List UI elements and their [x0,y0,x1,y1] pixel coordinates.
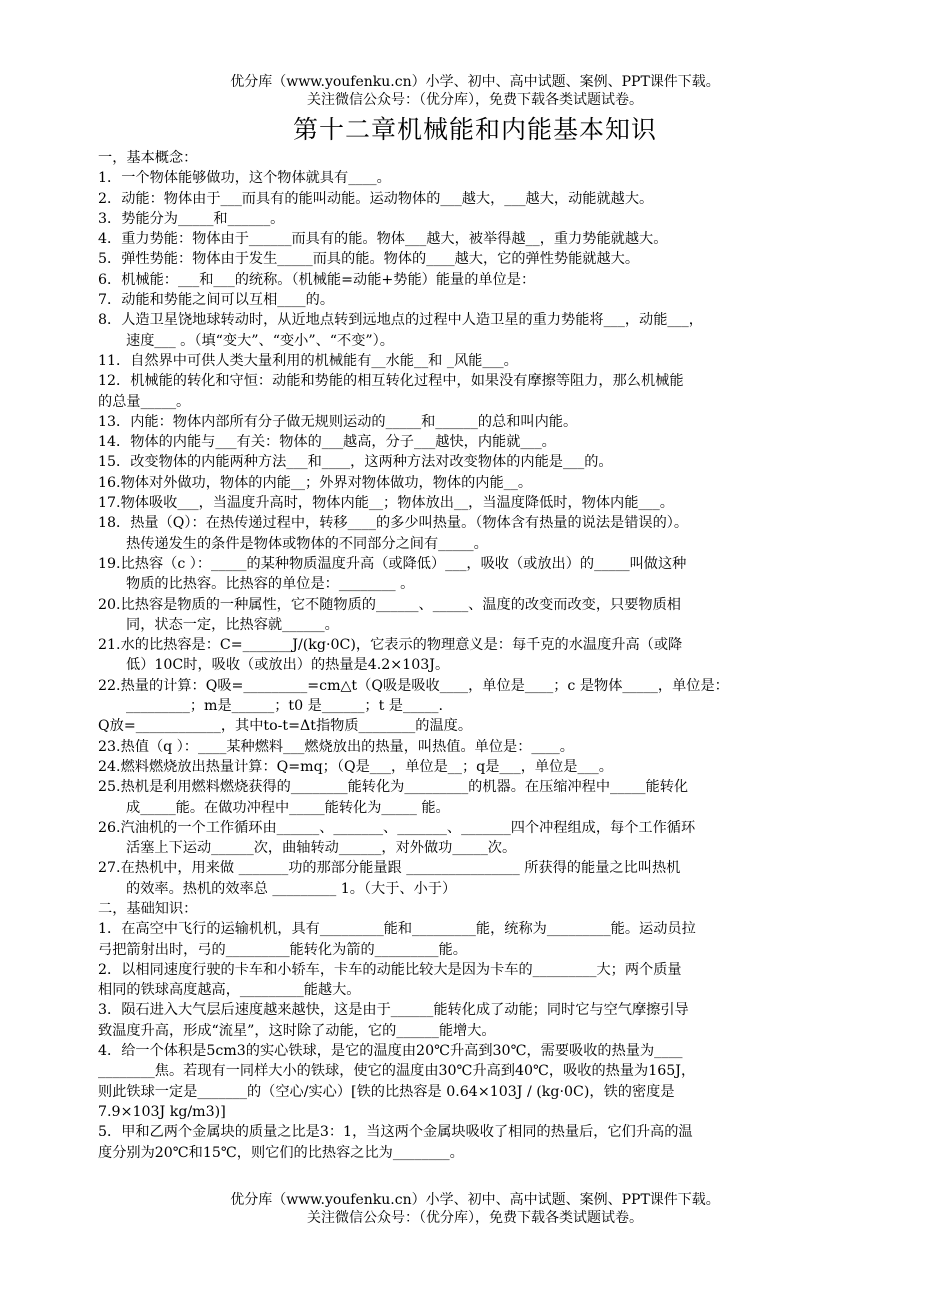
text-line: 21.水的比热容是：C=_______J/(kg·0C)，它表示的物理意义是：每千克的水温度升高（或降 [98,637,683,654]
text-line: 11．自然界中可供人类大量利用的机械能有__水能__和 _风能___。 [98,352,518,369]
text-line: 18．热量（Q）：在热传递过程中，转移____的多少叫热量。（物体含有热量的说法是错误的）。 [98,515,689,532]
text-line: 2．动能：物体由于___而具有的能叫动能。运动物体的___越大，___越大，动能就越大。 [98,190,654,207]
text-line: 26.汽油机的一个工作循环由______、_______、_______、_______四个冲程组成，每个工作循环 [98,819,696,836]
text-line: 2．以相同速度行驶的卡车和小轿车，卡车的动能比较大是因为卡车的_________大；两个质量 [98,961,682,978]
text-line: 致温度升高，形成“流星”，这时除了动能，它的______能增大。 [98,1022,496,1039]
text-line: 同，状态一定，比热容就______。 [126,616,339,633]
text-line: 5．弹性势能：物体由于发生_____而具的能。物体的____越大，它的弹性势能就越大。 [98,251,640,268]
text-line: 1．一个物体能够做功，这个物体就具有____。 [98,170,391,187]
footer-line-2: 关注微信公众号：（优分库），免费下载各类试题试卷。 [307,1210,643,1226]
document-title: 第十二章机械能和内能基本知识 [292,115,657,144]
text-line: 的效率。热机的效率总 _________ 1。（大于、小于） [126,880,457,897]
text-line: ________焦。若现有一同样大小的铁球，使它的温度由30℃升高到40℃，吸收的热量为165J， [98,1063,696,1080]
text-line: 低）10C时，吸收（或放出）的热量是4.2×103J。 [126,657,450,674]
text-line: 成_____能。在做功冲程中_____能转化为_____ 能。 [126,799,450,816]
text-line: 的总量_____。 [98,393,191,410]
section-heading: 二，基础知识： [98,900,198,917]
text-line: 24.燃料燃烧放出热量计算：Q=mq；（Q是___，单位是__；q是___，单位是___。 [98,758,613,775]
text-line: 热传递发生的条件是物体或物体的不同部分之间有_____。 [126,535,488,552]
page-header [0,73,950,109]
text-line: 17.物体吸收___，当温度升高时，物体内能__；物体放出__，当温度降低时，物体内能___。 [98,495,674,512]
section-heading: 一，基本概念： [98,150,198,166]
page-footer [0,1191,950,1227]
text-line: 度分别为20℃和15℃，则它们的比热容之比为________。 [98,1144,464,1161]
text-line: 15．改变物体的内能两种方法___和____，这两种方法对改变物体的内能是___的。 [98,454,613,471]
text-line: 4．给一个体积是5cm3的实心铁球，是它的温度由20℃升高到30℃，需要吸收的热量为____ [98,1043,683,1060]
text-line: 14．物体的内能与___有关：物体的___越高，分子___越快，内能就___。 [98,434,556,451]
text-line: 27.在热机中，用来做 _______功的那部分能量跟 ________________ 所获得的能量之比叫热机 [98,860,681,877]
text-line: 25.热机是利用燃料燃烧获得的________能转化为_________的机器。在压缩冲程中_____能转化 [98,779,689,796]
text-line: 弓把箭射出时，弓的_________能转化为箭的_________能。 [98,941,467,958]
text-line: 16.物体对外做功，物体的内能__；外界对物体做功，物体的内能__。 [98,474,533,491]
text-line: 速度___ 。（填“变大”、“变小”、“不变”）。 [126,332,394,349]
text-line: _________；m是______；t0 是______；t 是_____. [126,698,443,715]
text-line: 活塞上下运动______次，曲轴转动______，对外做功_____次。 [126,840,517,857]
text-line: 20.比热容是物质的一种属性，它不随物质的______、_____、温度的改变而改变，只要物质相 [98,596,681,613]
text-line: 3．陨石进入大气层后速度越来越快，这是由于______能转化成了动能；同时它与空气摩擦引导 [98,1002,689,1019]
text-line: 13．内能：物体内部所有分子做无规则运动的_____和______的总和叫内能。 [98,413,578,430]
document-body [98,148,856,1163]
header-line-1: 优分库（www.youfenku.cn）小学、初中、高中试题、案例、PPT课件下载。 [230,74,720,90]
text-line: 7.9×103J kg/m3)] [98,1103,226,1120]
text-line: 22.热量的计算：Q吸=_________=cm△t（Q吸是吸收____，单位是____；c 是物体_____，单位是： [98,677,729,694]
text-line: 8．人造卫星饶地球转动时，从近地点转到远地点的过程中人造卫星的重力势能将___，动能___， [98,312,703,329]
text-line: 4．重力势能：物体由于______而具有的能。物体___越大，被举得越__，重力势能就越大。 [98,231,668,248]
text-line: 19.比热容（c ）：_____的某种物质温度升高（或降低）___，吸收（或放出）的_____叫做这种 [98,555,687,572]
text-line: 3．势能分为_____和______。 [98,210,285,227]
text-line: 23.热值（q ）：____某种燃料___燃烧放出的热量，叫热值。单位是：____。 [98,738,574,755]
text-line: 则此铁球一定是_______的（空心/实心）[铁的比热容是 0.64×103J / (kg·0C)，铁的密度是 [98,1083,675,1100]
footer-line-1: 优分库（www.youfenku.cn）小学、初中、高中试题、案例、PPT课件下载。 [230,1192,720,1208]
text-line: 物质的比热容。比热容的单位是：________ 。 [126,576,415,593]
text-line: 12．机械能的转化和守恒：动能和势能的相互转化过程中，如果没有摩擦等阻力，那么机械能 [98,373,684,390]
text-line: 相同的铁球高度越高，_________能越大。 [98,982,361,999]
header-line-2: 关注微信公众号：（优分库），免费下载各类试题试卷。 [307,92,643,108]
text-line: 1．在高空中飞行的运输机机，具有_________能和_________能，统称为_________能。运动员拉 [98,921,696,938]
text-line: 7．动能和势能之间可以互相____的。 [98,292,335,309]
text-line: 5．甲和乙两个金属块的质量之比是3：1，当这两个金属块吸收了相同的热量后，它们升高的温 [98,1124,693,1141]
text-line: 6．机械能：___和___的统称。（机械能=动能+势能）能量的单位是： [98,271,536,288]
text-line: Q放=____________，其中to-t=Δt指物质________的温度。 [98,718,473,735]
